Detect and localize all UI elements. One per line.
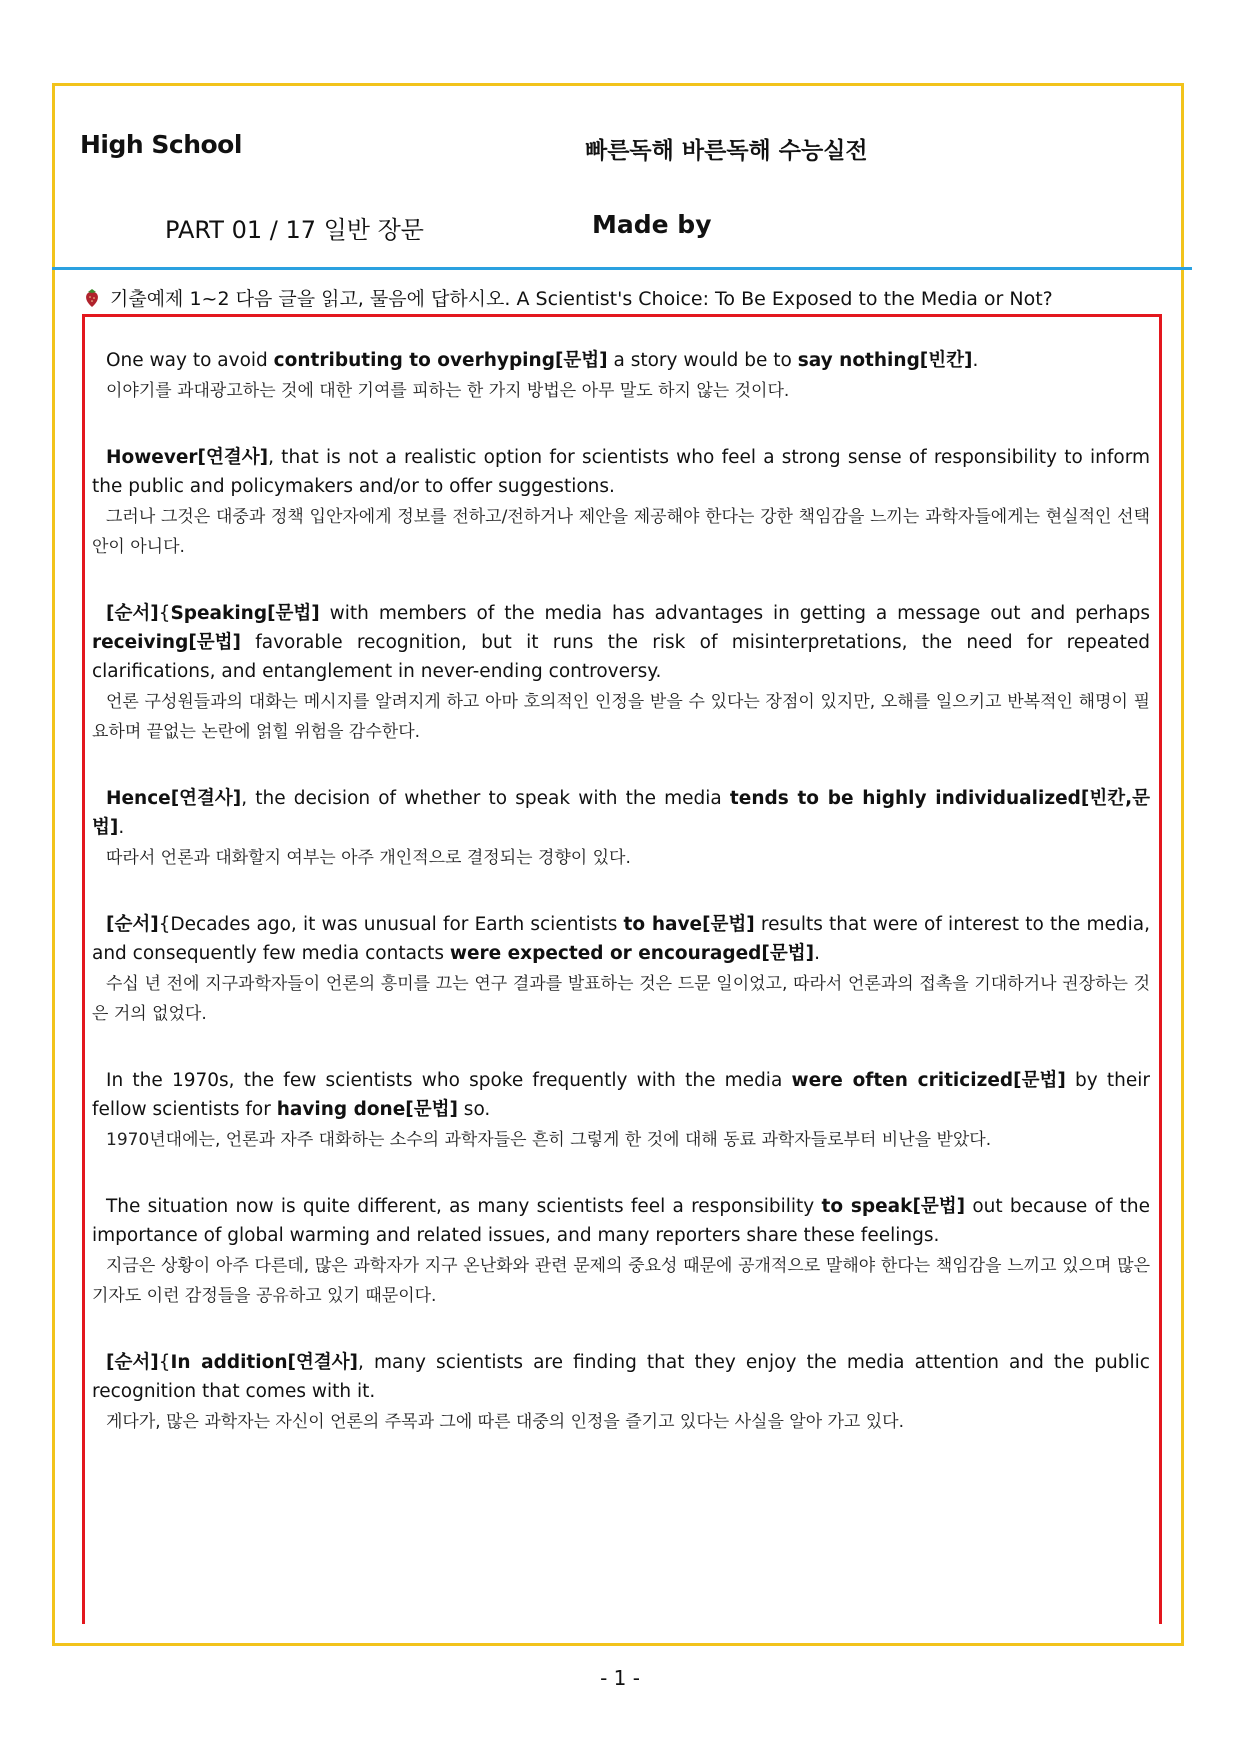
highlighted-term: [순서] [106,1352,159,1373]
passage-paragraph [92,910,1150,1029]
sentence-text: { [158,1352,171,1373]
english-sentence [92,346,1150,375]
page-number: - 1 - [600,1666,640,1690]
sentence-text: { [158,603,171,624]
passage-paragraph [92,1192,1150,1311]
sentence-text: with members of the media has advantages in getting a message out and perhaps [319,603,1150,624]
highlighted-term: to speak[문법] [821,1196,966,1217]
highlighted-term: In addition[연결사] [170,1352,359,1373]
sentence-text: . [814,943,820,964]
sentence-text: a story would be to [607,350,798,371]
sentence-text: . [972,350,979,371]
korean-translation: 그러나 그것은 대중과 정책 입안자에게 정보를 전하고/전하거나 제안을 제공해야 한다는 강한 책임감을 느끼는 과학자들에게는 현실적인 선택안이 아니다. [92,507,1150,557]
sentence-text: In the 1970s, the few scientists who spoke frequently with the media [106,1070,792,1091]
passage-paragraph [92,346,1150,406]
sentence-text: favorable recognition, but it runs the risk of misinterpretations, the need for repeated clarifications, and entanglement in never-ending controversy. [92,632,1150,682]
highlighted-term: receiving[문법] [92,632,241,653]
passage-paragraph [92,443,1150,562]
school-label: High School [80,130,242,159]
passage-content [92,346,1150,1474]
highlighted-term: Hence[연결사] [106,788,242,809]
highlighted-term: tends to be highly individualized[빈칸,문법] [92,788,1150,838]
highlighted-term: were often criticized[문법] [791,1070,1066,1091]
english-sentence [92,1192,1150,1250]
highlighted-term: to have[문법] [623,914,755,935]
english-sentence [92,1066,1150,1124]
sentence-text: . [118,817,125,838]
highlighted-term: were expected or encouraged[문법] [449,943,815,964]
highlighted-term: [순서] [106,914,159,935]
highlighted-term: say nothing[빈칸] [797,350,973,371]
highlighted-term: Speaking[문법] [170,603,320,624]
sentence-text: , the decision of whether to speak with the media [241,788,730,809]
korean-translation: 게다가, 많은 과학자는 자신이 언론의 주목과 그에 따른 대중의 인정을 즐기고 있다는 사실을 알아 가고 있다. [106,1412,905,1432]
highlighted-term: contributing to overhyping[문법] [273,350,608,371]
english-sentence [92,1348,1150,1406]
english-sentence [92,910,1150,968]
highlighted-term: [순서] [106,603,159,624]
intro-text: 기출예제 1~2 다음 글을 읽고, 물음에 답하시오. A Scientist's Choice: To Be Exposed to the Media or Not? [110,288,1053,310]
book-title: 빠른독해 바른독해 수능실전 [585,138,868,164]
highlighted-term: having done[문법] [276,1099,458,1120]
passage-paragraph [92,1066,1150,1155]
part-label: PART 01 / 17 일반 장문 [165,216,424,244]
sentence-text: results that were of interest to the media, and consequently few media contacts [92,914,1150,964]
header-divider [52,267,1192,270]
sentence-text: , that is not a realistic option for scientists who feel a strong sense of responsibility to inform the public and policymakers and/or to offer suggestions. [92,447,1150,497]
made-by-label: Made by [592,210,712,239]
korean-translation: 이야기를 과대광고하는 것에 대한 기여를 피하는 한 가지 방법은 아무 말도 하지 않는 것이다. [106,381,790,401]
english-sentence [92,599,1150,686]
sentence-text: The situation now is quite different, as many scientists feel a responsibility [106,1196,822,1217]
sentence-text: by their fellow scientists for [92,1070,1150,1120]
question-intro [84,284,1053,313]
sentence-text: {Decades ago, it was unusual for Earth scientists [158,914,624,935]
sentence-text: so. [457,1099,491,1120]
sentence-text: , many scientists are finding that they enjoy the media attention and the public recognition that comes with it. [92,1352,1150,1402]
korean-translation: 지금은 상황이 아주 다른데, 많은 과학자가 지구 온난화와 관련 문제의 중요성 때문에 공개적으로 말해야 한다는 책임감을 느끼고 있으며 많은 기자도 이런 감정들을 공유하고 있기 때문이다. [92,1256,1150,1306]
strawberry-icon [84,288,100,313]
korean-translation: 수십 년 전에 지구과학자들이 언론의 흥미를 끄는 연구 결과를 발표하는 것은 드문 일이었고, 따라서 언론과의 접촉을 기대하거나 권장하는 것은 거의 없었다. [92,974,1150,1024]
english-sentence [92,784,1150,842]
highlighted-term: However[연결사] [106,447,269,468]
korean-translation: 따라서 언론과 대화할지 여부는 아주 개인적으로 결정되는 경향이 있다. [106,848,631,868]
sentence-text: out because of the importance of global warming and related issues, and many reporters share these feelings. [92,1196,1150,1246]
english-sentence [92,443,1150,501]
sentence-text: One way to avoid [106,350,274,371]
passage-paragraph [92,1348,1150,1437]
passage-paragraph [92,784,1150,873]
korean-translation: 언론 구성원들과의 대화는 메시지를 알려지게 하고 아마 호의적인 인정을 받을 수 있다는 장점이 있지만, 오해를 일으키고 반복적인 해명이 필요하며 끝없는 논란에 얽힐 위험을 감수한다. [92,692,1150,742]
korean-translation: 1970년대에는, 언론과 자주 대화하는 소수의 과학자들은 흔히 그렇게 한 것에 대해 동료 과학자들로부터 비난을 받았다. [106,1130,992,1150]
passage-paragraph [92,599,1150,747]
